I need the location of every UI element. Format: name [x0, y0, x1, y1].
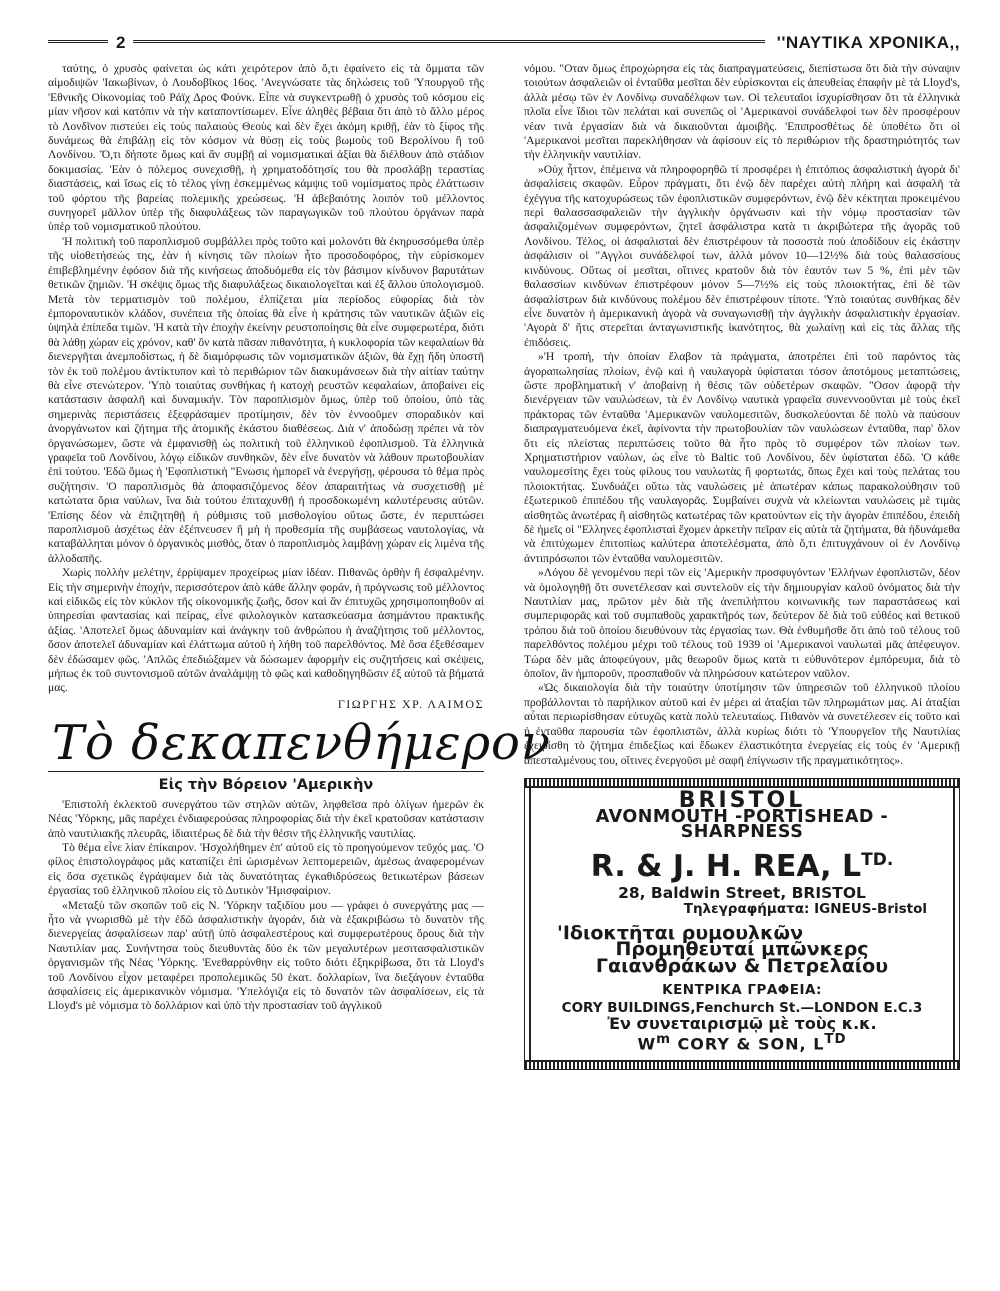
section-subhead: Εἰς τὴν Βόρειον 'Αμερικὴν: [158, 777, 374, 794]
ad-city: BRISTOL: [678, 787, 806, 813]
ad-office-address: CORY BUILDINGS,Fenchurch St.—LONDON E.C.3: [561, 999, 923, 1016]
left-column: [48, 62, 552, 1070]
paragraph: Τὸ θέμα εἶνε λίαν ἐπίκαιρον. 'Ησχολήθημεν ἐπ' αὐτοῦ εἰς τὸ προηγούμενον τεῦχός μας. 'Ο φίλος ἐπιστολογράφος μᾶς καταπίζει ἐπὶ ὡρισμένων λεπτομερειῶν, ἀμέσως ἀναφερομένων εἰς ὅσα σχετικῶς ἐγράψαμεν διὰ τὰς δυνατότητας ἐγκαθιδρύσεως θετικωτέρων βάσεων ἐργασίας τοῦ ἑλληνικοῦ πλοίου εἰς τὸ Δυτικὸν 'Ημισφαίριον.: [48, 840, 484, 898]
ad-company-name: [539, 843, 945, 884]
paragraph: »Λόγου δὲ γενομένου περὶ τῶν εἰς 'Αμερικὴν προσφυγόντων 'Ελλήνων ἐφοπλιστῶν, δέον νὰ ὁμολογηθῇ ὅτι συνετέλεσαν καὶ συντελοῦν εἰς τὴν δημιουργίαν καλοῦ ὀνόματος διὰ τὴν Ναυτιλίαν μας, πρῶτον μὲν διὰ τῆς ἀνεπιλήπτου κοινωνικῆς των παραστάσεως καὶ συμπεριφορᾶς καὶ τοῦ συμπαθοῦς χαρακτῆρός των, δεύτερον δὲ διὰ τοῦ εὐθέος καὶ θετικοῦ τρόπου διὰ τοῦ ὁποίου διευθύνουν τὰς ἐργασίας των. Θὰ ἐνθυμῆσθε ὅτι ἀπὸ τοῦ τέλους τοῦ παρελθόντος πολέμου μέχρι τοῦ τέλους τοῦ 1939 οἱ 'Αμερικανοὶ ναυλωταὶ μᾶς ἀπέφευγον. Τώρα δὲν μᾶς ἀποφεύγουν, μᾶς θεωροῦν ὅμως κατὰ τι εὐθυνότερον ἐμπόρευμα, διὰ τὸ ὁποῖον, ἂν ἠμποροῦν, προσπαθοῦν νὰ πληρώσουν κατώτερον ναῦλον.: [524, 566, 960, 681]
ad-service-bunkers: Προμηθευταί μπῶνκερς: [615, 938, 869, 961]
paragraph: 'Επιστολὴ ἐκλεκτοῦ συνεργάτου τῶν στηλῶν αὐτῶν, ληφθεῖσα πρὸ ὀλίγων ἡμερῶν ἐκ Νέας 'Υόρκης, μᾶς παρέχει ἐνδιαφερούσας πληροφορίας διὰ τὴν ἐκεῖ κρατοῦσαν κατάστασιν ἀπὸ ναυτιλιακῆς πλευρᾶς, ἰδιαιτέρως δὲ διὰ τὴν θέσιν τῆς ἑλληνικῆς ναυτιλίας.: [48, 797, 484, 840]
paragraph: «Μεταξὺ τῶν σκοπῶν τοῦ εἰς Ν. 'Υόρκην ταξιδίου μου — γράφει ὁ συνεργάτης μας — ἦτο νὰ γνωρισθῶ μὲ τὴν ἐδῶ ἀσφαλιστικὴν ἀγοράν, διὰ νὰ ἐξακριβώσω τὸ δυνατὸν τῆς διενεργείας ἀσφαλίσεων παρ' αὐτῇ ὑπὸ ἀσφαλεστέρους καὶ συμφερωτέρους ὅρους διὰ τὴν Ναυτιλίαν μας. Συνήντησα τοὺς διευθυντὰς δύο ἐκ τῶν μεγαλυτέρων μεσιτασφαλιστικῶν ὀργανισμῶν τῆς Νέας 'Υόρκης. 'Ενεθαρρύνθην εἰς τοῦτο διότι ἐξηκρίβωσα, ὅτι τὰ Lloyd's τοῦ Λονδίνου εἶχον μεταφέρει προπολεμικῶς 50 ἑκατ. δολλαρίων, ἵνα διεξάγουν ἐνταῦθα ἀσφαλίσεις εἰς ἀμερικανικὸν νόμισμα. 'Υπελόγιζα εἰς τὸ δυνατὸν τῶν ἀσφαλίσεων, εἰς τὰ Lloyd's μὲ νόμισμα τὸ δολλάριον καὶ ὑπὸ τὴν προστασίαν τοῦ ἀγγλικοῦ: [48, 898, 484, 1013]
article-columns: [48, 62, 960, 1070]
ad-telegraph: Τηλεγραφήματα: IGNEUS-Bristol: [683, 900, 927, 917]
header-rule-left: [48, 40, 108, 46]
ad-partner-name: CORY & SON, L: [670, 1034, 825, 1054]
ad-service-tugs: 'Ιδιοκτῆται ρυμουλκῶν: [557, 921, 804, 944]
paragraph: Χωρὶς πολλὴν μελέτην, ἐρρίψαμεν προχείρως μίαν ἰδέαν. Πιθανῶς ὀρθὴν ἢ ἐσφαλμένην. Εἰς τὴν σημερινὴν ἐποχήν, περισσότερον ἀπὸ κάθε ἄλλην φοράν, ἡ πρόγνωσις τοῦ μέλλοντος καὶ εἰδικῶς εἰς τὸν κύκλον τῆς οἰκονομικῆς ζωῆς, ὅσον καὶ ἂν ἐπιτυχῶς χρησιμοποιηθοῦν αἱ ὑπηρεσίαι φαντασίας καὶ πείρας, εἶνε φιλολογικὸν κατασκεύασμα ἀσημάντου πρακτικῆς ἀξίας. 'Αποτελεῖ ὅμως ἀδυναμίαν καὶ ἀνάγκην τοῦ ἀνθρώπου ἡ ἀναζήτησις τοῦ μέλλοντος, ὅσον ἀποτελεῖ ἀδυναμίαν καὶ ἐλάττωμα αὐτοῦ ἡ λήθη τοῦ παρελθόντος. Μὲ ὅσα ἐξεθέσαμεν δὲν ἐδώσαμεν φῶς. 'Απλῶς ἐπεδιώξαμεν νὰ δώσωμεν ἀφορμὴν εἰς συζητήσεις καὶ σκέψεις, μήπως ἐκ τοῦ συντονισμοῦ αὐτῶν ἀναλάμψῃ τὸ φῶς καὶ καθοδηγηθῶσιν ἐξ αὐτοῦ τὰ βήματά μας.: [48, 566, 484, 695]
section-headline: Τὸ δεκαπενθήμερον: [52, 715, 552, 772]
ad-partner-suffix: TD: [824, 1032, 847, 1048]
page-header: [48, 30, 960, 56]
paragraph: ταύτης, ὁ χρυσὸς φαίνεται ὡς κάτι χειρότερον ἀπὸ ὅ,τι ἐφαίνετο εἰς τὰ ὄμματα τῶν αἱμοδιψῶν 'Ιακωβίνων, ὁ Λουδοβῖκος 16ος. 'Ανεγνώσατε τὰς δηλώσεις τοῦ 'Υπουργοῦ τῆς 'Εθνικῆς Οἰκονομίας τοῦ Ράϊχ Δρος Φούνκ. Εἶπε νὰ συγκεντρωθῇ ὁ χρυσὸς τοῦ κόσμου εἰς μίαν νῆσον καὶ κατόπιν νὰ τὴν καταποντίσωμεν. Εἶνε ἀληθὲς βέβαια ὅτι ἀπὸ τὸ ἄλλο μέρος τὸ Λονδῖνον πιστεύει εἰς τοὺς παλαιοὺς Θεοὺς καὶ δὲν ἔχει ἀκόμη κριθῇ, ἐὰν τὸ ξίφος τῆς δυνάμεως θὰ ἐπιβάλῃ εἰς τὸν κόσμον νὰ θύσῃ εἰς τοὺς βωμοὺς τοῦ Βερολίνου ἢ τοῦ Λονδίνου. Ὅ,τι δήποτε ὅμως καὶ ἂν συμβῇ αἱ νομισματικαὶ ἀξίαι θὰ διέλθουν ἀπὸ στάδιον δοκιμασίας. 'Εὰν ὁ πόλεμος συνεχισθῇ, ἡ χρηματοδότησίς του θὰ προσλάβῃ τεραστίας διαστάσεις, καὶ ἴσως εἰς τὸ τέλος γίνῃ ἐσκεμμένως κάμψις τοῦ νομίσματος πρὸς ἐλάττωσιν τοῦ φόρτου τῆς βαρείας πολεμικῆς χρεώσεως. 'Η ἀβεβαιότης λοιπὸν τοῦ μέλλοντος συνηγορεῖ μᾶλλον ὑπὲρ τῆς διαφυλάξεως τῶν παραγωγικῶν τοῦ πλούτου ὀργάνων παρὰ ὑπὲρ τοῦ νομισματικοῦ πλούτου.: [48, 62, 484, 234]
page-number: 2: [116, 33, 126, 52]
paragraph: νόμου. "Οταν ὅμως ἐπροχώρησα εἰς τὰς διαπραγματεύσεις, διεπίστωσα ὅτι διὰ τὴν σύναψιν τοιούτων ἀσφαλειῶν οἱ ἐνταῦθα μεσῖται δὲν εὑρίσκονται εἰς ἀπευθείας ἐπαφὴν μὲ τὰ Lloyd's, ἀλλὰ μέσῳ τῶν ἐν Λονδίνῳ συναδέλφων των. Οἱ τελευταῖοι ἰσχυρίσθησαν ὅτι τὰ ἑλληνικὰ πλοῖα εἶνε ἴδιοι τῶν πελάται καὶ συνεπῶς οἱ 'Αμερικανοὶ συνάδελφοί των δὲν προσφέρουν νέαν τινὰ ἐργασίαν διὰ νὰ δικαιοῦνται ἀμοιβῆς. 'Επιπροσθέτως δὲ ὑποθέτω ὅτι οἱ 'Αμερικανοὶ μεσῖται παρεκλήθησαν νὰ ἀφίσουν εἰς τὸ περιθώριον τῆς δραστηριότητός των τὴν ἑλληνικὴν ναυτιλίαν.: [524, 62, 960, 162]
ad-border-bottom: [525, 1060, 959, 1069]
ad-partner-initial-sup: m: [656, 1032, 671, 1048]
right-column: [524, 62, 960, 1070]
ad-border-top: [525, 779, 959, 788]
headline-divider: [48, 771, 484, 772]
ad-content: [529, 788, 955, 1060]
header-rule-middle: [133, 40, 764, 46]
ad-cooperation: Ἐν συνεταιρισμῷ μὲ τοὺς κ.κ.: [607, 1013, 877, 1033]
paragraph: 'Η πολιτικὴ τοῦ παροπλισμοῦ συμβάλλει πρὸς τοῦτο καὶ μολονότι θὰ ἐκηρυσσόμεθα ὑπὲρ τῆς υἱοθετήσεώς της, ἐὰν ἡ κίνησις τῶν πλοίων ἦτο προσοδοφόρος, τὴν εὑρίσκομεν ἐπιβεβλημένην ἐφόσον διὰ τῆς κινήσεως ἀποδυόμεθα εἰς τὸν βάσιμον κίνδυνον βαρυτάτων θετικῶν ζημιῶν. 'Η σκέψις ὅμως τῆς διαφυλάξεως δικαιολογεῖται καὶ ἐξ ἄλλου ὑπολογισμοῦ. Μετὰ τὸν τερματισμὸν τοῦ πολέμου, ἐλπίζεται μία περίοδος εὐφορίας διὰ τὸν ἐμποροναυτικὸν κλάδον, συνέπεια τῆς ὁποίας θὰ εἶνε ἡ κράτησις τῶν ναυτικῶν ἀξιῶν εἰς ὑψηλὰ ἐπίπεδα τιμῶν. 'Η κατὰ τὴν ἐποχὴν ἐκείνην ρευστοποίησις θὰ εἶνε συμφερωτέρα, διότι θὰ λάθῃ χώραν εἰς χρόνον, καθ' ὃν κατὰ πᾶσαν πιθανότητα, ἡ κυκλοφορία τῶν κεφαλαίων θὰ διενεργῆται ἀνεμποδίστως, ἡ δὲ διαμόρφωσις τῶν νομισματικῶν ἀξιῶν, θὰ ἔχῃ ἤδη ὑποστῆ τὸν ἐκ τοῦ πολέμου ἀντίκτυπον καὶ τὸ περιθώριον τῶν διακυμάνσεων διὰ τὴν αἰτίαν ταύτην θὰ εἶνε στενώτερον. 'Υπὸ τοιαύτας συνθήκας ἡ κατοχὴ ρευστῶν κεφαλαίων, ἀποβαίνει εἰς κατάστασιν ἀσφαλῆ καὶ δυναμικήν. Τὸν παροπλισμὸν ὅμως, ὑπὲρ τοῦ ὁποίου, ὑπὸ τὰς σημερινὰς περιστάσεις ἐξεφράσαμεν προτίμησιν, δὲν τὸν ἐννοοῦμεν σποραδικὸν καὶ ἀνοργάνωτον καὶ ζήτημα τῆς ἀτομικῆς ἑκάστου διαθέσεως. Διὰ ν' ἀποδώσῃ πρέπει νὰ τὸν ὀργανώσωμεν, ὥστε νὰ ἐμφανισθῇ ὡς πολιτικὴ τοῦ ἑλληνικοῦ ἐφοπλισμοῦ. Τὰ ἑλληνικὰ γραφεῖα τοῦ Λονδίνου, λόγῳ εἰδικῶν συνθηκῶν, δὲν εἶνε δυνατὸν νὰ λάθουν πρωτοβουλίαν ἐπὶ τούτου. 'Εδῶ ὅμως ἡ 'Εφοπλιστικὴ "Ενωσις ἠμπορεῖ νὰ ἐνεργήσῃ, φέρουσα τὸ θέμα πρὸς συζήτησιν. 'Ο παροπλισμὸς θὰ ἀποφασιζόμενος δέον ἀπαραιτήτως νὰ συσχετισθῇ μὲ κατώτατα ὅρια ναύλων, ἵνα διὰ τούτου ἐπιταχυνθῇ ἡ προσδοκωμένη καλυτέρευσις αὐτῶν. 'Επίσης δέον νὰ ἐπιζητηθῇ ἡ ρύθμισις τοῦ μισθολογίου οὕτως ὥστε, ἐν περιπτώσει παροπλισμοῦ ἀσχέτως ἐὰν ἐξέπνευσεν ἢ μὴ ἡ προθεσμία τῆς συμβάσεως ναυτολογίας, νὰ καταβάλληται μόνον ὁ ὀργανικὸς μισθός, ὅταν ὁ παροπλισμὸς λαμβάνῃ χώραν εἰς λιμένα τῆς ἀλλοδαπῆς.: [48, 234, 484, 565]
ad-service-coal-oil: Γαιανθράκων & Πετρελαίου: [595, 954, 889, 977]
paragraph: »'Η τροπή, τὴν ὁποίαν ἔλαβον τὰ πράγματα, ἀποτρέπει ἐπὶ τοῦ παρόντος τὰς ἀγοραπωλησίας πλοίων, ἐνῷ καὶ ἡ ναυλαγορὰ ὑφίσταται τόσον ἀποτόμους μεταπτώσεις, ὥστε προβληματικὴ ν' ἀποβαίνῃ ἡ θέσις τῶν οὐδετέρων σκαφῶν. "Οσον ἀφορᾷ τὴν διενέργειαν τῶν ναυλώσεων, τὰ ἐν Λονδίνῳ ναυτικὰ γραφεῖα συνεννοοῦνται μὲ τοὺς ἐκεῖ πράκτορας τῶν ἐνταῦθα 'Αμερικανῶν ναυλομεσιτῶν, δυσκολεύονται δὲ πολὺ νὰ παύσουν διαπραγματευόμενα ἐκεῖ, ἀφίνοντα τὴν πρωτοβουλίαν τῶν ναυλώσεων ἐνταῦθα, παρ' ὅλον ὅτι εἰς πλείστας περιπτώσεις τοῦτο θὰ ἦτο πρὸς τὸ συμφέρον τῶν πλοίων των. Χρηματιστήριον ναύλων, ὡς εἶνε τὸ Baltic τοῦ Λονδίνου, δὲν ὑφίσταται ἐδῶ. 'Ο κάθε ναυλομεσίτης ἔχει τοὺς φίλους του ναυλωτὰς ἢ φορτωτάς, ὅπως ἔχει καὶ τοὺς πελάτας του πλοιοκτήτας. Συνδυάζει οὕτω τὰς ναυλώσεις μὲ ἀπωτέραν κάπως παρακολούθησιν τοῦ ἐξωτερικοῦ ἐπιπέδου τῆς ναυλαγορᾶς. Συμβαίνει συχνὰ νὰ κλείωνται ναυλώσεις μὲ τιμὰς αἰσθητῶς ἀνωτέρας ἢ αἰσθητῶς κατωτέρας τῶν κρατούντων εἰς τὴν ἀγορὰν ἐπιπέδου, ἐπειδὴ δὲ ἡμεῖς οἱ "Ελληνες ἐφοπλισταὶ ἔχομεν ἀρκετὴν πεῖραν εἰς αὐτὰ τὰ ζητήματα, θὰ ἠδυνάμεθα νὰ ἐπιτύχωμεν ἐπιτοπίως καλύτερα ἀποτελέσματα, ἀπὸ ὅ,τι ἐπιτυγχάνουν οἱ ἐν Λονδίνῳ ἀντιπρόσωποι τῶν ἐνταῦθα ναυλομεσιτῶν.: [524, 350, 960, 565]
ad-partner: [539, 1033, 945, 1052]
ad-company-text: R. & J. H. REA, L: [590, 849, 862, 885]
publication-title: ''ΝΑΥΤΙΚΑ ΧΡΟΝΙΚΑ,,: [776, 33, 960, 52]
advertisement-box: [524, 778, 960, 1070]
paragraph: »Οὐχ ἧττον, ἐπέμεινα νὰ πληροφορηθῶ τί προσφέρει ἡ ἐπιτόπιος ἀσφαλιστικὴ ἀγορὰ δι' ἀσφαλίσεις σκαφῶν. Εὗρον πράγματι, ὅτι ἐνῷ δὲν παρέχει αὐτὴ πλήρη καὶ ἀσφαλῆ τὰ ἐχέγγυα τῆς κατοχυρώσεως τῶν ἐφοπλιστικῶν συμφερόντων, ἐνῷ δὲν κέκτηται προκειμένου περὶ θαλασσασφαλειῶν τὴν ἀγγλικὴν ὀργάνωσιν καὶ τὴν νόμῳ προστασίαν τῶν ἀσφαλιζομένων συμφερόντων, ζητεῖ ἀσφάλιστρα κατὰ τι ἀκριβώτερα τῆς ἀγορᾶς τοῦ Λονδίνου. Τέλος, οἱ ἀσφαλισταὶ δὲν ἐπιστρέφουν τὰ ποσοστὰ ποὺ ἀποδίδουν εἰς ἑκάστην ἀσφάλισιν οἱ "Αγγλοι συνάδελφοί των, ἀλλὰ μόνον 10—12½% διὰ τοὺς θαλασσίους κινδύνους. Οὕτως οἱ μεσῖται, οἵτινες κρατοῦν διὰ τὸν ἑαυτόν των 5 %, ἐπὶ μὲν τῶν θαλασσίων κινδύνων ἐπιστρέφουν μόνον 5—7½% εἰς τοὺς πλοιοκτήτας, ἐπὶ δὲ τῶν ἀσφαλίστρων διὰ κινδύνους πολέμου δὲν ἐπιστρέφουν τίποτε. 'Υπὸ τοιαύτας συνθήκας δὲν εἶνε δυνατὸν ἡ ἀμερικανικὴ ἀγορὰ νὰ συναγωνισθῇ τὴν ἀγγλικὴν ἀσφαλιστικὴν ἐργασίαν. 'Αγορὰ δ' ἥτις στερεῖται ἀνταγωνιστικῆς ἱκανότητος, θὰ χωλαίνῃ καὶ εἰς τὰς ἄλλας τῆς ἐπιδόσεις.: [524, 162, 960, 349]
ad-address: 28, Baldwin Street, BRISTOL: [618, 884, 866, 903]
ad-company-suffix: TD.: [861, 850, 894, 871]
ad-ports: AVONMOUTH -PORTISHEAD -SHARPNESS: [595, 807, 889, 842]
ad-partner-initial: W: [637, 1034, 657, 1054]
ad-office-heading: ΚΕΝΤΡΙΚΑ ΓΡΑΦΕΙΑ:: [662, 982, 822, 999]
paragraph: «Ὡς δικαιολογία διὰ τὴν τοιαύτην ὑποτίμησιν τῶν ὑπηρεσιῶν τοῦ ἑλληνικοῦ πλοίου προβάλλονται τὸ παρήλικον αὐτοῦ καὶ ἐν μέρει αἱ ἀταξίαι τῶν πληρωμάτων μας. Αἱ ἀταξίαι αὗται περιωρίσθησαν εὐτυχῶς κατὰ πολὺ τελευταίως. Πιθανὸν νὰ συνετέλεσεν εἰς τοῦτο καὶ ἡ ἐνταῦθα παρουσία τῶν ἐφοπλιστῶν, ἀλλὰ κυρίως διότι τὸ 'Υπουργεῖον τῆς Ναυτιλίας ἐχειρίσθη τὸ ζήτημα ἐπιδεξίως καὶ ἔδωκεν ἐλαστικότητα ἐνεργείας εἰς τοὺς ἐν 'Αμερικῇ ἀπεσταλμένους του, οἵτινες ἐνεργοῦσι μὲ σαφῆ ἐπίγνωσιν τῆς πραγματικότητος».: [524, 681, 960, 767]
author-signature: ΓΙΩΡΓΗΣ ΧΡ. ΛΑΙΜΟΣ: [337, 696, 484, 711]
